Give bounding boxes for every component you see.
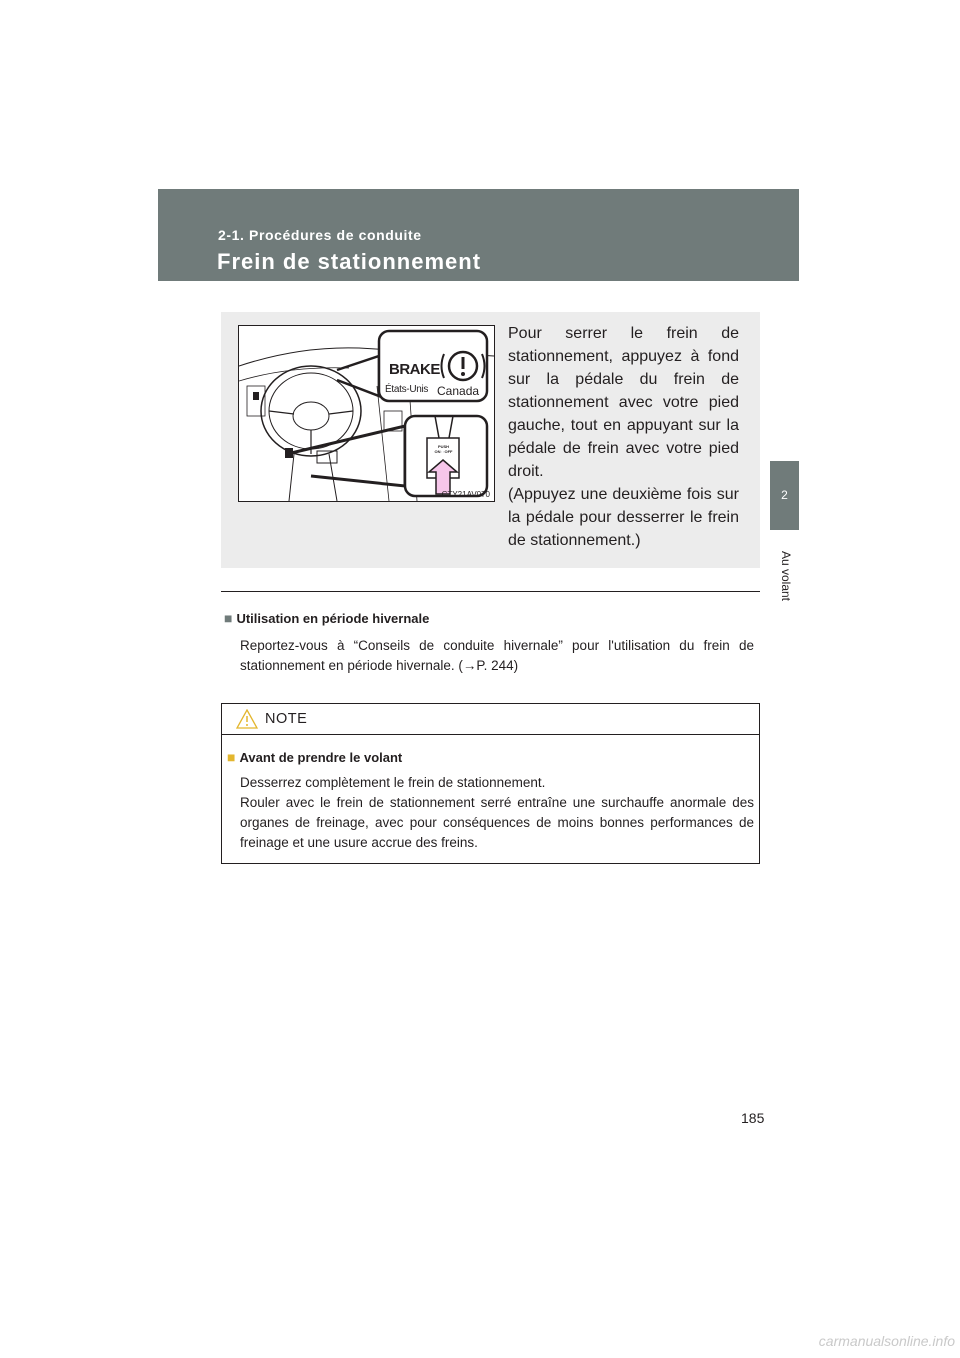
section-divider bbox=[221, 591, 760, 592]
chapter-tab-label: Au volant bbox=[779, 550, 793, 602]
winter-heading-text: Utilisation en période hivernale bbox=[236, 611, 430, 626]
winter-body: Reportez-vous à “Conseils de conduite hivernale” pour l'utilisation du frein de stationnement en période hivernale. (→P. 244) bbox=[240, 638, 754, 673]
dashboard-drawing bbox=[239, 326, 494, 501]
section-label: 2-1. Procédures de conduite bbox=[218, 227, 422, 243]
instruction-release: (Appuyez une deuxième fois sur la pédale pour desserrer le frein de stationnement.) bbox=[508, 486, 739, 549]
note-heading bbox=[227, 749, 402, 765]
note-line-2: Rouler avec le frein de stationnement serré entraîne une surchauffe anormale des organes de freinage, avec pour conséquences de moins bonnes performances de freinage et une usure accrue des freins. bbox=[240, 795, 754, 850]
pedal-push-text: PUSH ON⇔OFF bbox=[434, 444, 453, 454]
label-canada: Canada bbox=[437, 384, 480, 398]
note-body bbox=[240, 773, 754, 853]
note-box bbox=[221, 703, 760, 864]
instruction-text bbox=[508, 322, 739, 552]
square-bullet-icon: ■ bbox=[224, 610, 233, 626]
note-line-1: Desserrez complètement le frein de stationnement. bbox=[240, 775, 546, 790]
parking-brake-illustration bbox=[238, 325, 495, 502]
watermark: carmanualsonline.info bbox=[818, 1333, 955, 1349]
page-title: Frein de stationnement bbox=[217, 249, 482, 274]
chapter-tab-number: 2 bbox=[770, 461, 799, 530]
note-label: NOTE bbox=[265, 711, 308, 727]
instruction-main: Pour serrer le frein de stationnement, appuyez à fond sur la pédale du frein de stationnement avec votre pied gauche, tout en appuyant sur la pédale de frein avec votre pied droit. bbox=[508, 325, 739, 480]
square-bullet-icon: ■ bbox=[227, 749, 236, 765]
chapter-header bbox=[158, 189, 799, 281]
label-us: États-Unis bbox=[385, 384, 429, 395]
figure-code: CTY21AV070 bbox=[441, 490, 490, 499]
warning-triangle-icon bbox=[236, 709, 258, 729]
page-number: 185 bbox=[741, 1110, 765, 1126]
note-header bbox=[222, 704, 759, 735]
note-heading-text: Avant de prendre le volant bbox=[239, 750, 403, 765]
winter-heading bbox=[224, 610, 429, 626]
brake-warning-text: BRAKE bbox=[389, 361, 440, 378]
